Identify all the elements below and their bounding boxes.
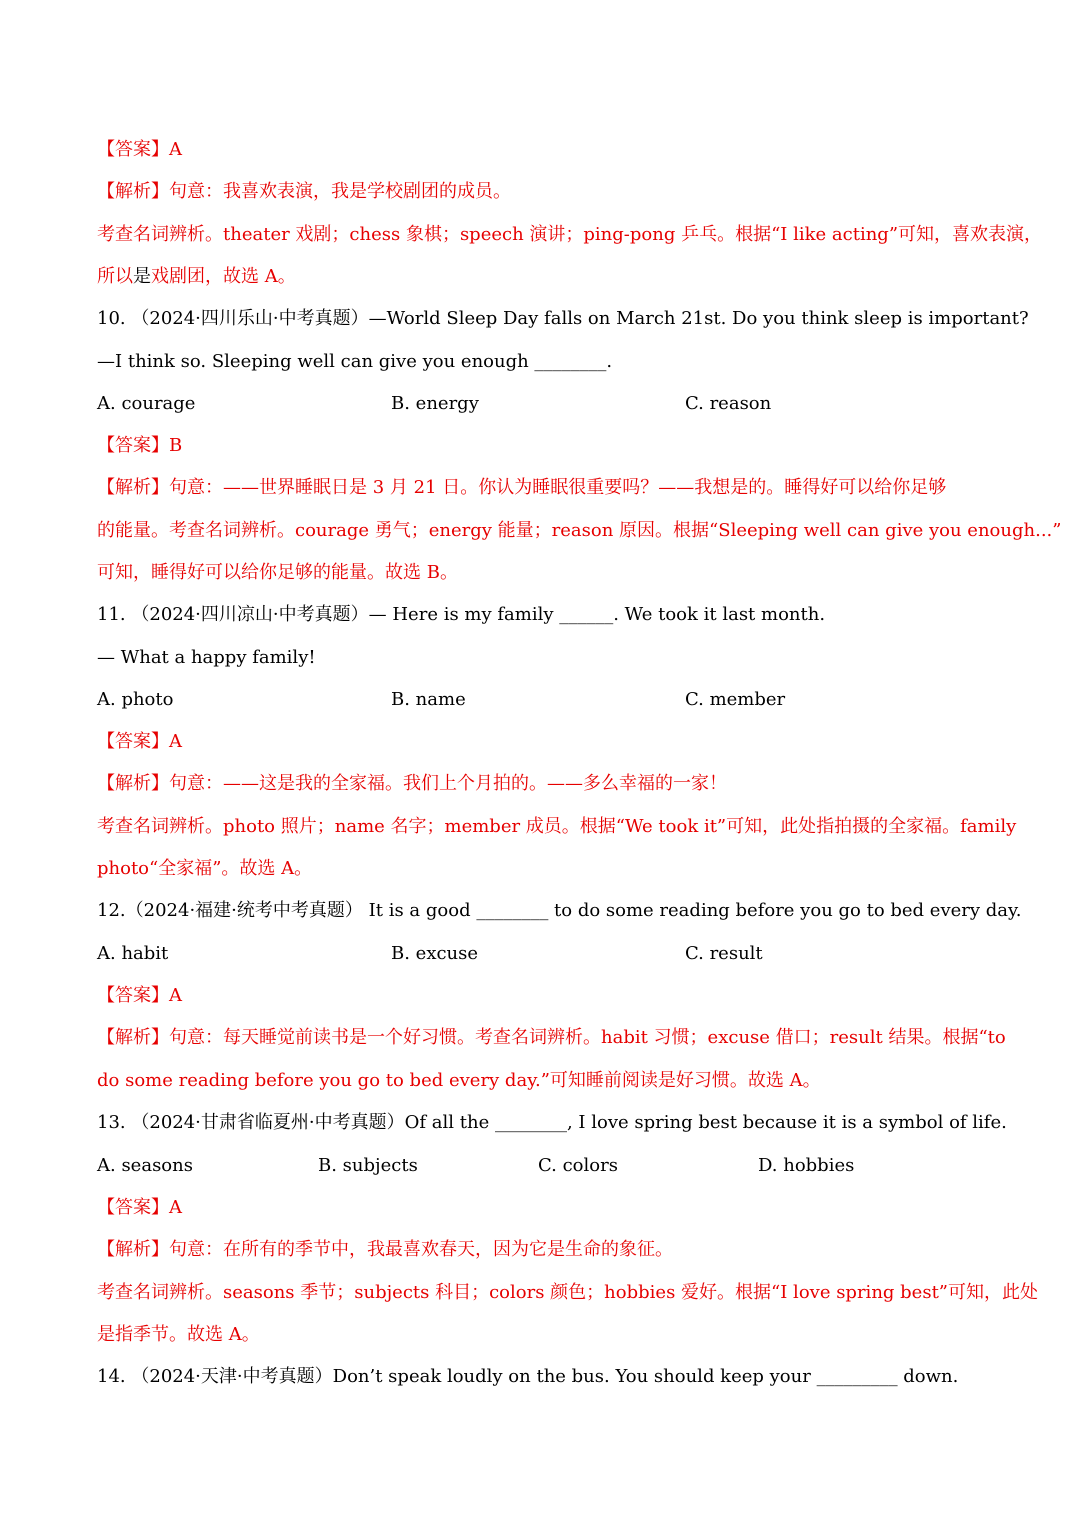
option-d: D. hobbies	[758, 1155, 855, 1176]
analysis-label: 【解析】	[97, 1027, 169, 1048]
question-number: 11.	[97, 604, 126, 625]
question-source: （2024·四川乐山·中考真题）	[131, 308, 369, 329]
option-b: B. energy	[391, 393, 479, 414]
question-number: 13.	[97, 1112, 126, 1133]
q9-analysis-line3	[97, 264, 997, 290]
answer-label: 【答案】	[97, 985, 169, 1006]
analysis-label: 【解析】	[97, 773, 169, 794]
analysis-text: 句意：在所有的季节中，我最喜欢春天，因为它是生命的象征。	[169, 1239, 673, 1260]
question-source: （2024·天津·中考真题）	[131, 1366, 333, 1387]
q9-analysis-line2: 考查名词辨析。theater 戏剧；chess 象棋；speech 演讲；ping-pong 乒乓。根据“I like acting”可知，喜欢表演，	[97, 224, 1043, 245]
analysis-label: 【解析】	[97, 477, 169, 498]
q11-analysis-line1	[97, 771, 997, 797]
answer-value: A	[169, 139, 182, 160]
q12-stem	[97, 898, 1022, 924]
q13-analysis-line1	[97, 1237, 997, 1263]
q13-analysis-line3: 是指季节。故选 A。	[97, 1324, 260, 1345]
option-a: A. seasons	[97, 1155, 193, 1176]
analysis-text: 句意：——世界睡眠日是 3 月 21 日。你认为睡眠很重要吗？——我想是的。睡得好可以给你足够	[169, 477, 947, 498]
option-b: B. name	[391, 689, 466, 710]
analysis-text-a: 所以	[97, 266, 133, 287]
q10-analysis-line2: 的能量。考查名词辨析。courage 勇气；energy 能量；reason 原因。根据“Sleeping well can give you enough...”	[97, 520, 1062, 541]
q12-analysis-line2: do some reading before you go to bed every day.”可知睡前阅读是好习惯。故选 A。	[97, 1070, 821, 1091]
q9-answer	[97, 137, 997, 163]
analysis-text: 句意：——这是我的全家福。我们上个月拍的。——多么幸福的一家！	[169, 773, 727, 794]
q11-answer	[97, 729, 997, 755]
question-text: It is a good ________ to do some reading before you go to bed every day.	[368, 900, 1022, 921]
option-b: B. subjects	[318, 1155, 418, 1176]
analysis-text-b: 是	[133, 266, 151, 287]
option-a: A. courage	[97, 393, 196, 414]
q9-analysis-line1	[97, 179, 997, 205]
question-source: （2024·甘肃省临夏州·中考真题）	[131, 1112, 405, 1133]
question-number: 12.	[97, 900, 126, 921]
question-text: Of all the ________, I love spring best because it is a symbol of life.	[404, 1112, 1007, 1133]
answer-value: A	[169, 1197, 182, 1218]
question-text: — Here is my family ______. We took it last month.	[368, 604, 826, 625]
answer-value: A	[169, 985, 182, 1006]
q10-stem	[97, 306, 1029, 332]
question-text: —World Sleep Day falls on March 21st. Do you think sleep is important?	[368, 308, 1029, 329]
option-b: B. excuse	[391, 943, 479, 964]
answer-label: 【答案】	[97, 731, 169, 752]
question-number: 10.	[97, 308, 126, 329]
analysis-text: 句意：每天睡觉前读书是一个好习惯。考查名词辨析。habit 习惯；excuse 借口；result 结果。根据“to	[169, 1027, 1006, 1048]
q11-analysis-line3: photo“全家福”。故选 A。	[97, 858, 313, 879]
analysis-label: 【解析】	[97, 181, 169, 202]
q13-answer	[97, 1195, 997, 1221]
analysis-text-c: 戏剧团，故选 A。	[151, 266, 296, 287]
question-source: （2024·福建·统考中考真题）	[125, 900, 363, 921]
answer-label: 【答案】	[97, 1197, 169, 1218]
option-c: C. result	[685, 943, 763, 964]
answer-label: 【答案】	[97, 435, 169, 456]
q10-analysis-line1	[97, 475, 997, 501]
question-text: Don’t speak loudly on the bus. You should keep your _________ down.	[332, 1366, 959, 1387]
option-a: A. habit	[97, 943, 169, 964]
answer-value: A	[169, 731, 182, 752]
q11-analysis-line2: 考查名词辨析。photo 照片；name 名字；member 成员。根据“We took it”可知，此处指拍摄的全家福。family	[97, 816, 1017, 837]
option-c: C. colors	[538, 1155, 618, 1176]
q14-stem	[97, 1364, 997, 1390]
question-source: （2024·四川凉山·中考真题）	[131, 604, 369, 625]
q10-stem2: —I think so. Sleeping well can give you enough ________.	[97, 351, 613, 372]
analysis-label: 【解析】	[97, 1239, 169, 1260]
option-c: C. member	[685, 689, 786, 710]
q13-stem	[97, 1110, 1007, 1136]
q13-analysis-line2: 考查名词辨析。seasons 季节；subjects 科目；colors 颜色；hobbies 爱好。根据“I love spring best”可知，此处	[97, 1282, 1038, 1303]
q10-analysis-line3: 可知，睡得好可以给你足够的能量。故选 B。	[97, 562, 458, 583]
question-number: 14.	[97, 1366, 126, 1387]
q12-answer	[97, 983, 997, 1009]
q12-analysis-line1	[97, 1025, 1006, 1051]
option-c: C. reason	[685, 393, 772, 414]
q11-stem	[97, 602, 997, 628]
answer-value: B	[169, 435, 183, 456]
answer-label: 【答案】	[97, 139, 169, 160]
analysis-text: 句意：我喜欢表演，我是学校剧团的成员。	[169, 181, 511, 202]
option-a: A. photo	[97, 689, 174, 710]
q10-answer	[97, 433, 997, 459]
q11-stem2: — What a happy family!	[97, 647, 316, 668]
